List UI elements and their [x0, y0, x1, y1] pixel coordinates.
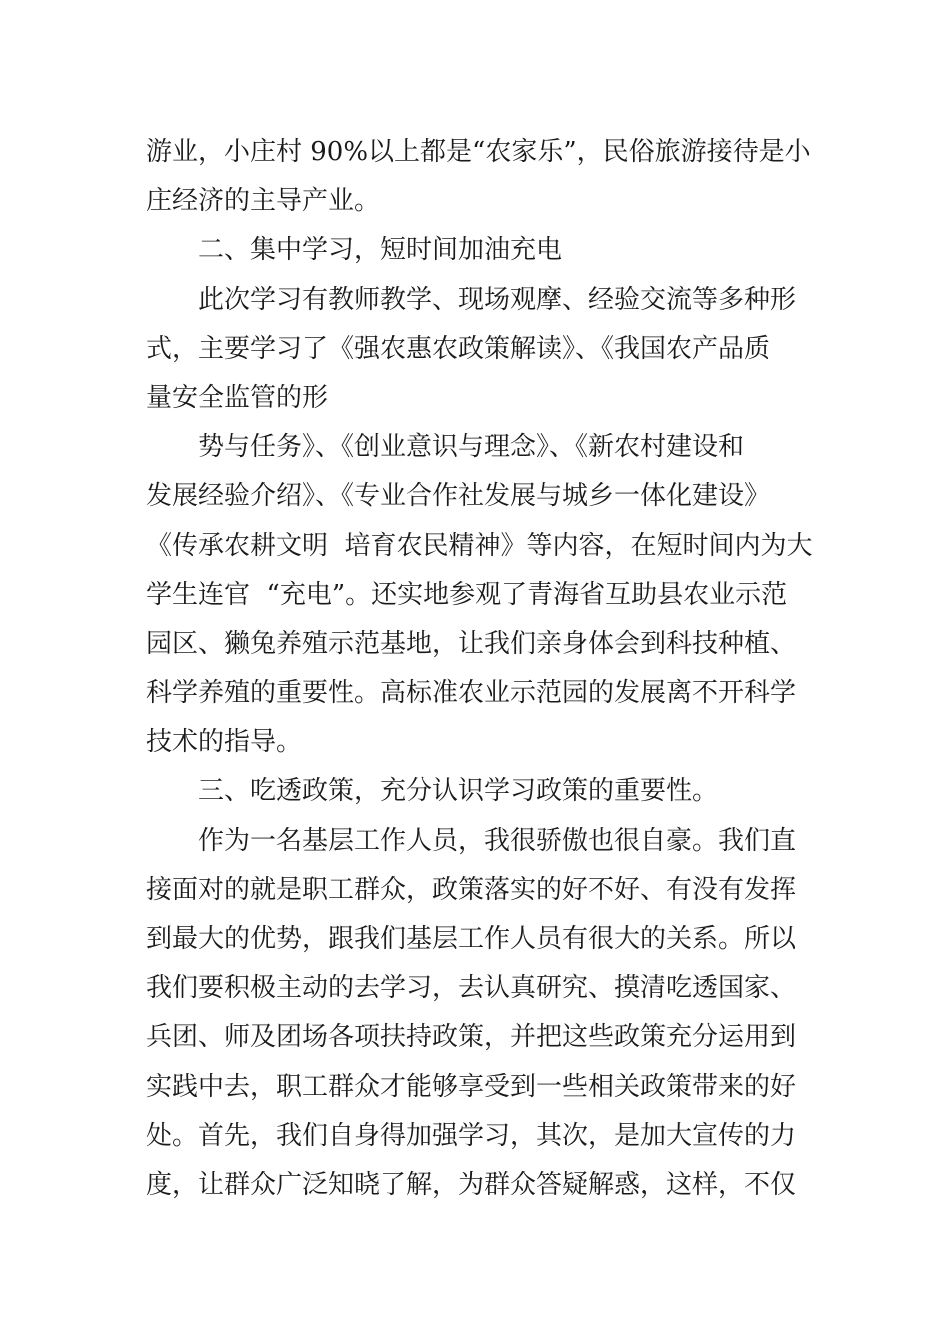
text-line: 园区、獭兔养殖示范基地，让我们亲身体会到科技种植、 — [146, 628, 797, 659]
text-line: 发展经验介绍》、《专业合作社发展与城乡一体化建设》 — [146, 481, 771, 512]
text-line: 量安全监管的形 — [146, 382, 329, 413]
text-line: 到最大的优势，跟我们基层工作人员有很大的关系。所以 — [146, 924, 797, 954]
text-line: 二、集中学习，短时间加油充电 — [198, 235, 563, 266]
text-line: 作为一名基层工作人员，我很骄傲也很自豪。我们直 — [198, 825, 797, 856]
document-body — [146, 128, 811, 1210]
text-line: 三、吃透政策，充分认识学习政策的重要性。 — [198, 776, 719, 807]
text-line: 接面对的就是职工群众，政策落实的好不好、有没有发挥 — [146, 874, 797, 905]
text-line: 度，让群众广泛知晓了解，为群众答疑解惑，这样，不仅 — [146, 1169, 797, 1200]
text-line: 势与任务》、《创业意识与理念》、《新农村建设和 — [198, 432, 745, 463]
text-line: 实践中去，职工群众才能够享受到一些相关政策带来的好 — [146, 1071, 797, 1102]
text-line: 科学养殖的重要性。高标准农业示范园的发展离不开科学 — [146, 678, 797, 709]
text-line: 兵团、师及团场各项扶持政策，并把这些政策充分运用到 — [146, 1022, 797, 1053]
text-line: 我们要积极主动的去学习，去认真研究、摸清吃透国家、 — [146, 973, 797, 1004]
text-line: 庄经济的主导产业。 — [146, 186, 381, 217]
text-line: 《传承农耕文明 培育农民精神》等内容，在短时间内为大 — [146, 530, 813, 561]
text-line: 学生连官 “充电”。还实地参观了青海省互助县农业示范 — [146, 579, 788, 610]
text-line: 式，主要学习了《强农惠农政策解读》、《我国农产品质 — [146, 333, 771, 364]
text-line: 处。首先，我们自身得加强学习，其次，是加大宣传的力 — [146, 1120, 797, 1151]
text-line: 此次学习有教师教学、现场观摩、经验交流等多种形 — [198, 284, 797, 315]
text-line: 技术的指导。 — [146, 727, 303, 758]
text-line: 游业，小庄村 90%以上都是“农家乐”，民俗旅游接待是小 — [146, 137, 811, 167]
